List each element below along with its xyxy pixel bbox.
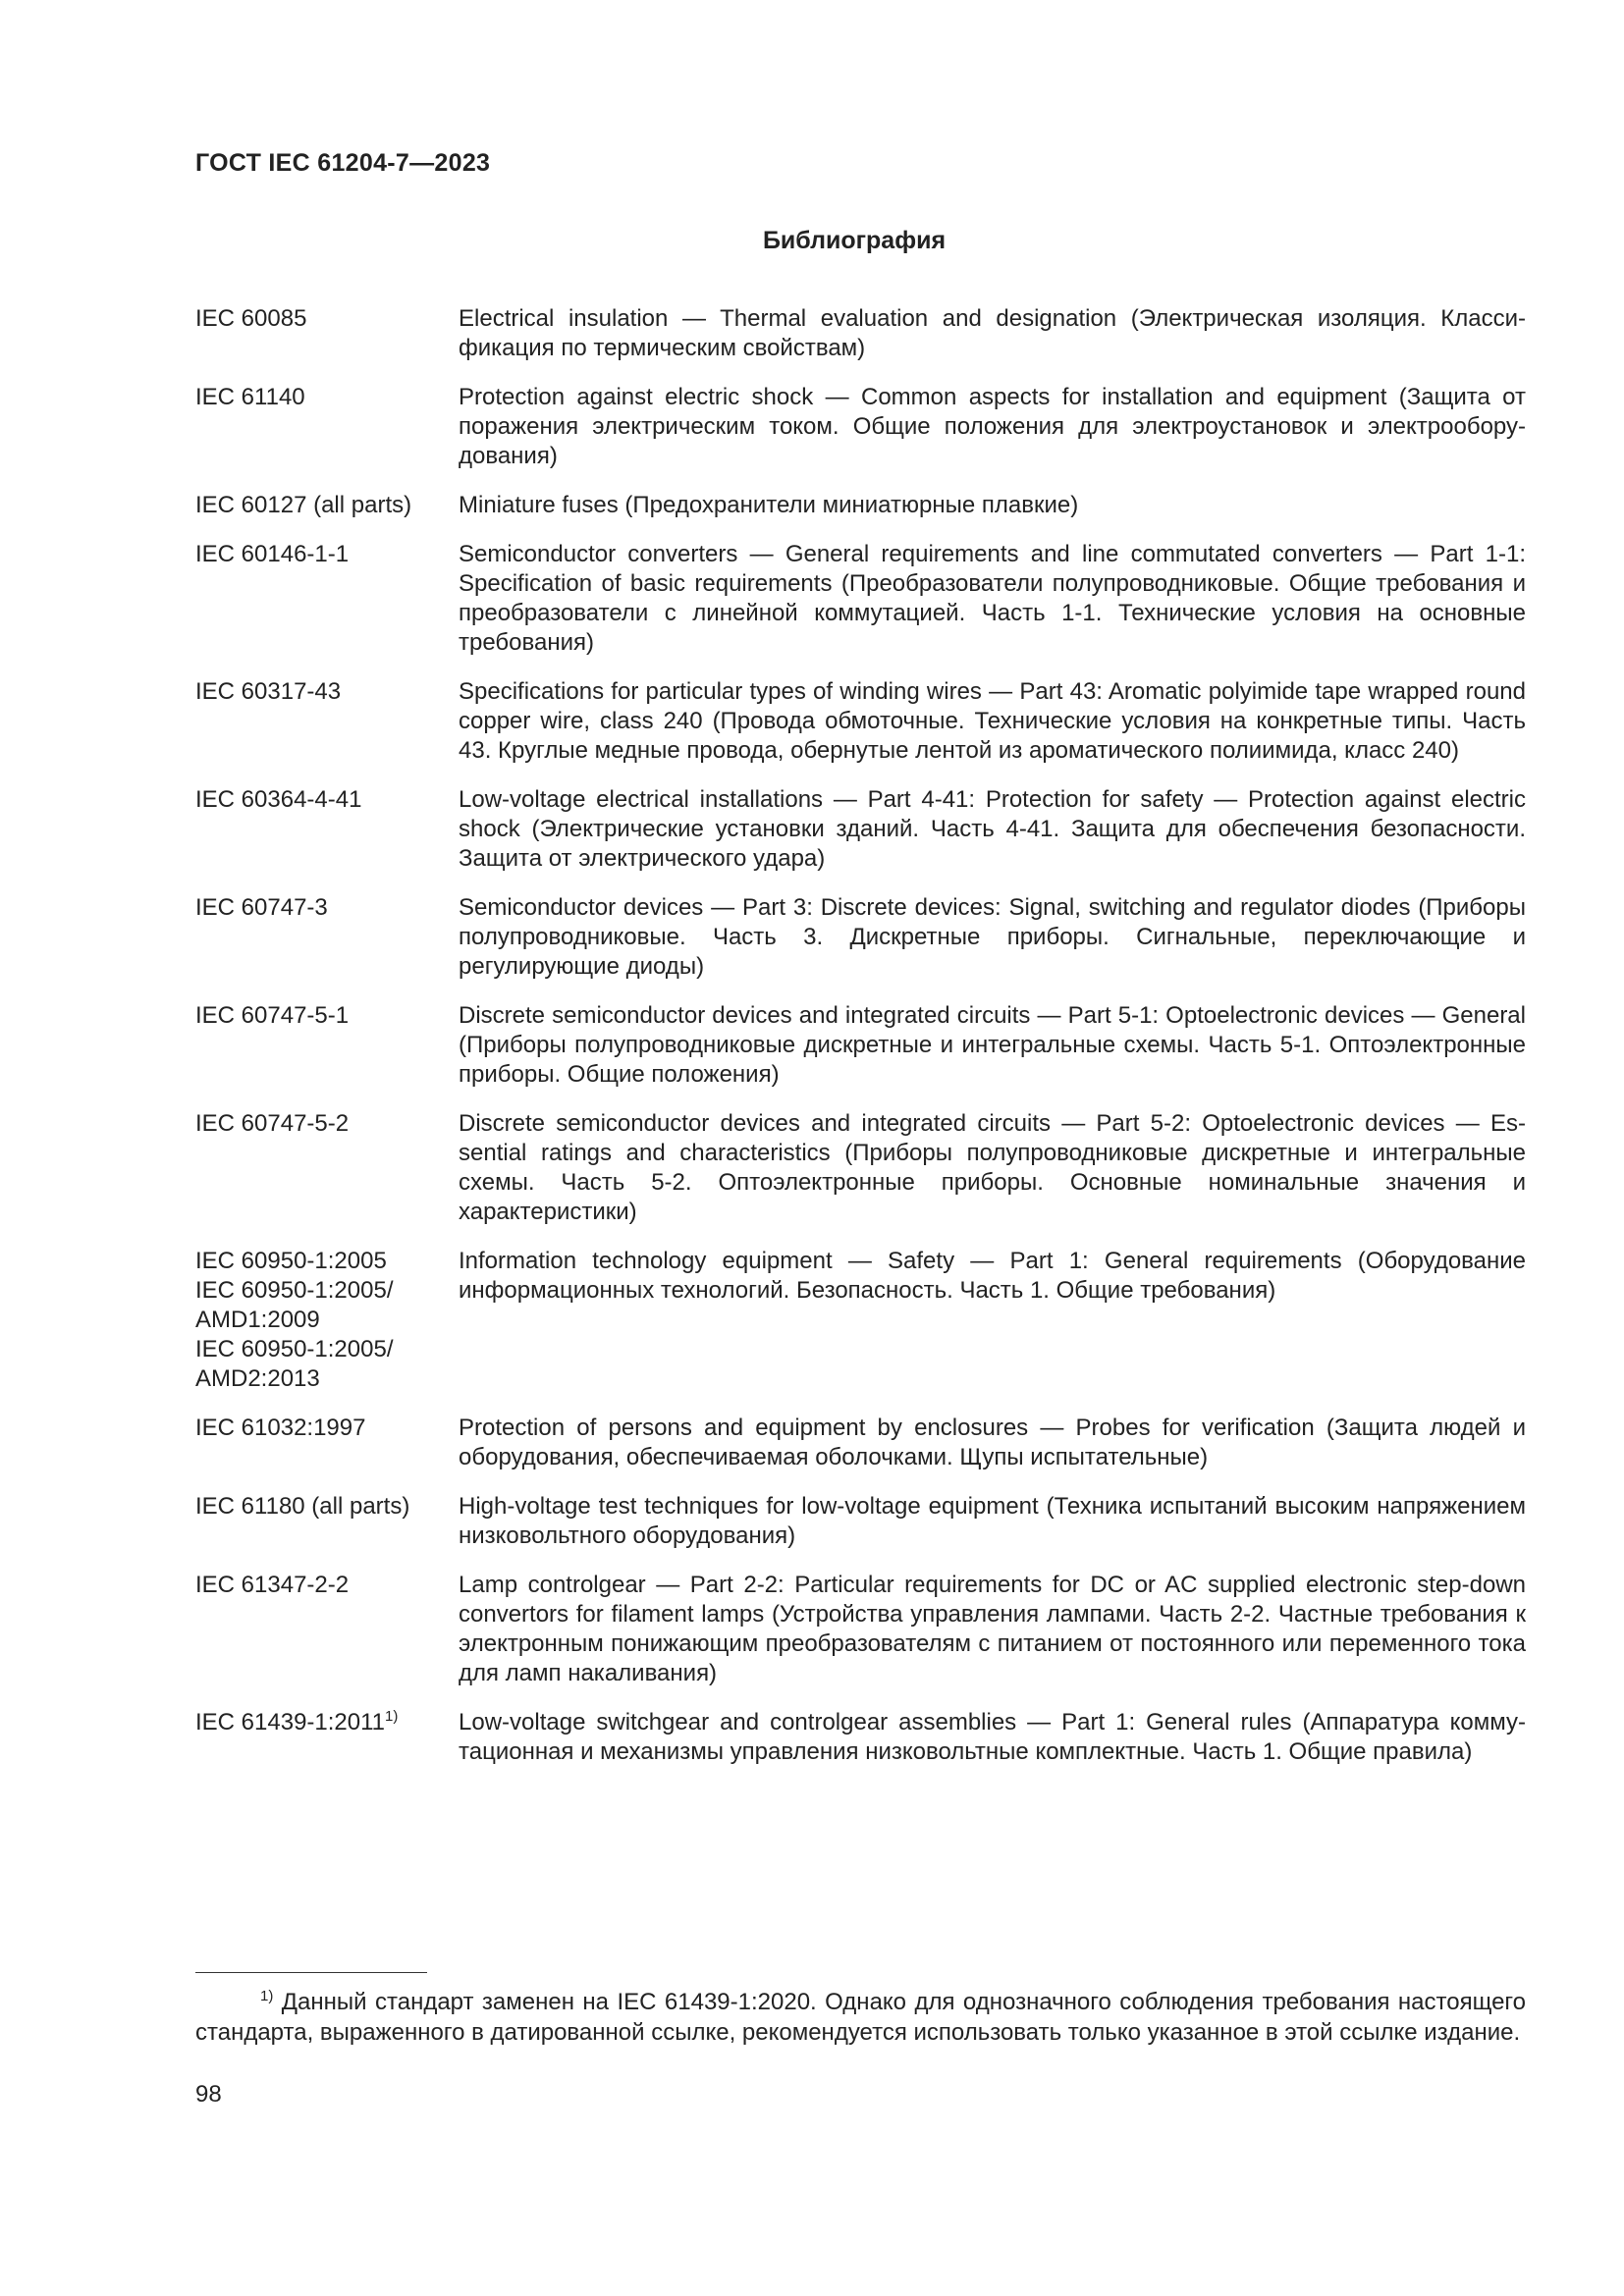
- reference-code: IEC 60085: [195, 305, 307, 332]
- reference-code: IEC 60747-3: [195, 894, 328, 921]
- bibliography-entry: [195, 383, 1526, 471]
- reference-description: Semiconductor converters — General requirements and line commutated converters — Part 1-1: Specification of basic requirements (Преобразователи полупроводниковые. Общие требования и преобразователи с линейной коммутацией. Часть 1-1. Технические условия на основные требования): [459, 541, 1526, 656]
- reference-code: IEC 61347-2-2: [195, 1572, 350, 1598]
- reference-description: Discrete semiconductor devices and integrated circuits — Part 5-1: Optoelectronic devices — General (Приборы полупроводниковые дискретные и интегральные схемы. Часть 5-1. Оптоэлектронные приборы. Общие положения): [459, 1002, 1526, 1088]
- bibliography-entry: [195, 1414, 1526, 1472]
- reference-description: Electrical insulation — Thermal evaluation and designation (Электрическая изоляция. Классификация по термическим свойствам): [459, 305, 1526, 361]
- bibliography-entry: [195, 1571, 1526, 1688]
- footnote-marker: 1): [260, 1988, 274, 2004]
- bibliography-entry: [195, 540, 1526, 658]
- bibliography-entry: [195, 1492, 1526, 1551]
- reference-code: IEC 61140: [195, 384, 305, 410]
- reference-code-multiline: [195, 1247, 459, 1394]
- reference-description: Miniature fuses (Предохранители миниатюрные плавкие): [459, 492, 1079, 518]
- reference-description: Protection of persons and equipment by enclosures — Probes for verification (Защита людей и оборудования, обеспечиваемая оболочками. Щупы испытательные): [459, 1415, 1526, 1470]
- reference-code-line: IEC 60950-1:2005/: [195, 1336, 394, 1362]
- bibliography-entry: [195, 893, 1526, 982]
- bibliography-list: [195, 304, 1526, 1787]
- bibliography-entry: [195, 1247, 1526, 1394]
- reference-code: IEC 61180 (all parts): [195, 1493, 410, 1520]
- bibliography-entry: [195, 304, 1526, 363]
- reference-code: IEC 60747-5-1: [195, 1002, 350, 1029]
- reference-code-line: IEC 60950-1:2005: [195, 1248, 387, 1274]
- reference-code: IEC 60364-4-41: [195, 786, 362, 813]
- reference-code-with-note: [195, 1708, 459, 1767]
- reference-description: Information technology equipment — Safety — Part 1: General requirements (Оборудование информационных технологий. Безопасность. Часть 1. Общие требования): [459, 1248, 1526, 1304]
- bibliography-entry: [195, 491, 1526, 520]
- bibliography-entry: [195, 1109, 1526, 1227]
- reference-description: Semiconductor devices — Part 3: Discrete devices: Signal, switching and regulator diodes (Приборы полупроводниковые. Часть 3. Дискретные приборы. Сигнальные, переключающие и регулирующие диоды): [459, 894, 1526, 980]
- footnote-text: Данный стандарт заменен на IEC 61439-1:2020. Однако для однозначного соблюдения требования настоящего стандарта, выраженного в датированной ссылке, рекомендуется использовать только указанное в этой ссылке издание.: [195, 1989, 1526, 2046]
- bibliography-entry: [195, 1001, 1526, 1090]
- bibliography-entry: [195, 1708, 1526, 1767]
- reference-code: IEC 61032:1997: [195, 1415, 366, 1441]
- bibliography-entry: [195, 677, 1526, 766]
- reference-code-line: AMD1:2009: [195, 1307, 320, 1333]
- document-code-header: ГОСТ IEC 61204-7—2023: [195, 149, 491, 177]
- reference-code-line: IEC 60950-1:2005/: [195, 1277, 394, 1304]
- reference-description: Discrete semiconductor devices and integrated circuits — Part 5-2: Optoelectronic devices — Essential ratings and characteristics (Приборы полупроводниковые дискретные и интегральные схемы. Часть 5-2. Оптоэлектронные приборы. Основные номинальные значения и характеристики): [459, 1110, 1526, 1225]
- reference-description: Lamp controlgear — Part 2-2: Particular requirements for DC or AC supplied electronic step-down convertors for filament lamps (Устройства управления лампами. Часть 2-2. Частные требования к электронным понижающим преобразователям с питанием от постоянного или переменного тока для ламп накаливания): [459, 1572, 1526, 1686]
- reference-description: High-voltage test techniques for low-voltage equipment (Техника испытаний высоким напряжением низковольтного оборудования): [459, 1493, 1526, 1549]
- reference-description: Protection against electric shock — Common aspects for installation and equipment (Защита от поражения электрическим током. Общие положения для электроустановок и электрооборудования): [459, 384, 1526, 469]
- footnote-marker: 1): [385, 1708, 399, 1725]
- reference-code: IEC 60127 (all parts): [195, 492, 412, 518]
- bibliography-entry: [195, 785, 1526, 874]
- reference-code: IEC 61439-1:2011: [195, 1709, 386, 1735]
- reference-code: IEC 60747-5-2: [195, 1110, 350, 1137]
- footnote: [195, 1987, 1526, 2048]
- reference-code: IEC 60317-43: [195, 678, 342, 705]
- reference-description: Low-voltage switchgear and controlgear assemblies — Part 1: General rules (Аппаратура коммутационная и механизмы управления низковольтные комплектные. Часть 1. Общие правила): [459, 1709, 1526, 1765]
- reference-description: Specifications for particular types of winding wires — Part 43: Aromatic polyimide tape wrapped round copper wire, class 240 (Провода обмоточные. Технические условия на конкретные типы. Часть 43. Круглые медные провода, обернутые лентой из ароматического полиимида, класс 240): [459, 678, 1526, 764]
- reference-description: Low-voltage electrical installations — Part 4-41: Protection for safety — Protection against electric shock (Электрические установки зданий. Часть 4-41. Защита для обеспечения безопасности. Защита от электрического удара): [459, 786, 1526, 872]
- footnote-divider: [195, 1972, 427, 1973]
- reference-code: IEC 60146-1-1: [195, 541, 350, 567]
- page-number: 98: [195, 2081, 222, 2108]
- reference-code-line: AMD2:2013: [195, 1365, 320, 1392]
- bibliography-title: Библиография: [762, 227, 947, 254]
